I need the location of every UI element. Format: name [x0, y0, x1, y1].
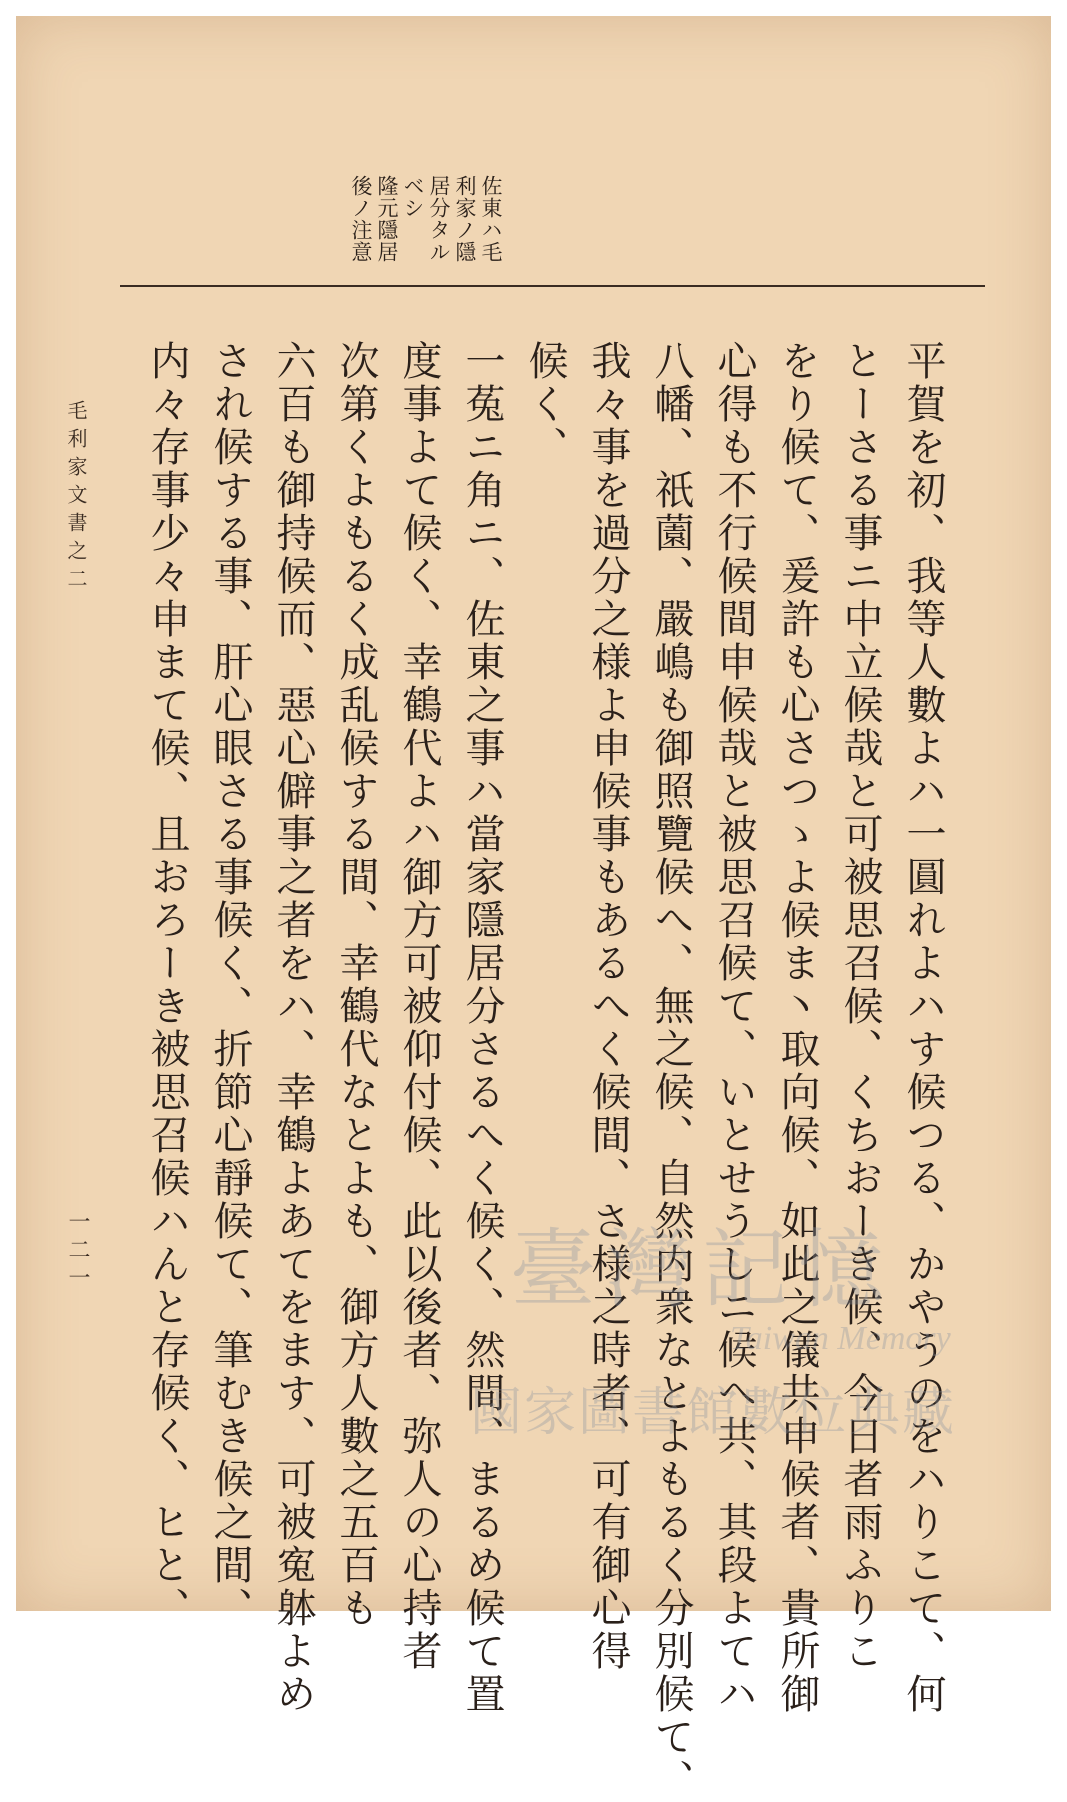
- body-line: 内々存事少々申まて候、且おろーき被思召候ハんと存候く、ヒと、: [144, 340, 190, 1630]
- body-line: 平賀を初、我等人數よハ一圓れよハす候つる、かやうのをハりこて、何: [900, 340, 946, 1716]
- body-line: とーさる事ニ中立候哉と可被思召候、くちおーき候、今日者雨ふりこ: [837, 340, 883, 1673]
- page-number: 一二一: [65, 1210, 90, 1294]
- body-line: 次第くよもるく成乱候する間、幸鶴代なとよも、御方人數之五百も: [333, 340, 379, 1630]
- body-line: 心得も不行候間申候哉と被思召候て、いとせうしニ候へ共、其段よてハ: [711, 340, 757, 1716]
- body-line: 我々事を過分之様よ申候事もあるへく候間、さ様之時者、可有御心得: [585, 340, 631, 1673]
- watermark-english: Taiwan Memory: [730, 1320, 951, 1357]
- body-line: 六百も御持候而、惡心僻事之者をハ、幸鶴よあてをます、可被寃躰よめ: [270, 340, 316, 1716]
- body-line: 候く、: [522, 340, 568, 469]
- watermark-sub: 國家圖書館數位典藏: [470, 1383, 957, 1443]
- body-line: 度事よて候く、幸鶴代よハ御方可被仰付候、此以後者、弥人の心持者: [396, 340, 442, 1673]
- margin-note-line: 佐東ハ毛: [479, 175, 503, 263]
- margin-note-line: 利家ノ隱: [453, 175, 477, 263]
- body-line: 一菟ニ角ニ、佐東之事ハ當家隱居分さるへく候く、然間、まるめ候て置: [459, 340, 505, 1716]
- body-line: をり候て、爰許も心さつゝよ候ま丶取向候、如此之儀共申候者、貴所御: [774, 340, 820, 1716]
- body-line: 八幡、祇薗、嚴嶋も御照覽候へ、無之候、自然内衆なとよもるく分別候て、: [648, 340, 694, 1802]
- header-rule: [120, 285, 985, 287]
- watermark-main: 臺灣記憶: [510, 1220, 894, 1320]
- margin-note-line: 隆元隱居: [375, 175, 399, 263]
- running-title: 毛利家文書之二: [64, 400, 88, 596]
- margin-note-line: ベシ: [401, 175, 425, 219]
- margin-note-line: 後ノ注意: [349, 175, 373, 263]
- margin-note-line: 居分タル: [427, 175, 451, 263]
- body-line: され候する事、肝心眼さる事候く、折節心靜候て、筆むき候之間、: [207, 340, 253, 1630]
